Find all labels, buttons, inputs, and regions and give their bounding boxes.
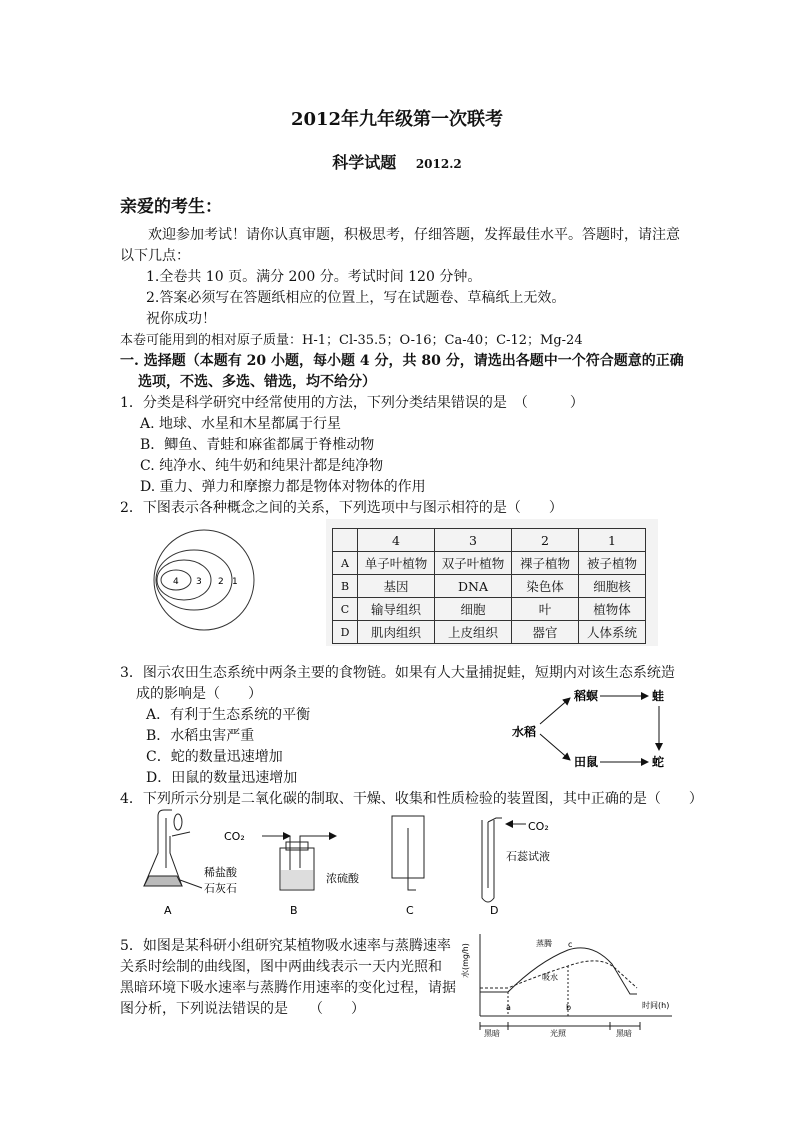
apparatus-c [392,816,424,917]
table-cell: 叶 [512,598,579,621]
option-c-label: C [406,904,414,917]
water-rate-graph [462,930,688,1038]
table-cell: 单子叶植物 [358,552,435,575]
table-cell: 人体系统 [579,621,646,644]
table-cell: 细胞核 [579,575,646,598]
litmus-label: 石蕊试液 [506,850,550,863]
circle-3 [157,560,211,600]
period-dark-2: 黑暗 [616,1029,632,1038]
circle-label-1: 1 [232,577,238,587]
arrow-rice-mouse [540,734,570,760]
snake-label: 蛇 [652,755,665,769]
table-cell: C [333,598,358,621]
point-b: b [566,1003,572,1012]
circle-label-3: 3 [196,577,202,587]
circle-1 [154,530,254,630]
locust-label: 稻螟 [574,689,599,703]
q3-option-d: D．田鼠的数量迅速增加 [146,770,298,786]
note-1: 1.全卷共 10 页。满分 200 分。考试时间 120 分钟。 [146,269,482,285]
circle-label-4: 4 [173,577,179,587]
subject-label: 科学试题 [332,153,397,172]
note-2: 2.答案必须写在答题纸相应的位置上，写在试题卷、草稿纸上无效。 [146,290,566,306]
h2so4-label: 浓硫酸 [326,872,359,885]
option-b-label: B [290,904,298,917]
co2-d-label: CO₂ [528,820,549,833]
table-cell: 植物体 [579,598,646,621]
table-cell: 4 [358,529,435,552]
circle-label-2: 2 [218,577,224,587]
period-dark-1: 黑暗 [484,1029,500,1038]
table-cell: 基因 [358,575,435,598]
transp-label: 蒸腾 [536,939,552,948]
q5-line2: 关系时绘制的曲线图，图中两曲线表示一天内光照和 [120,959,442,975]
q4-stem: 4．下列所示分别是二氧化碳的制取、干燥、收集和性质检验的装置图，其中正确的是（ ） [120,791,703,807]
co2-b-label: CO₂ [224,830,245,843]
table-cell: 双子叶植物 [435,552,512,575]
atomic-mass-note: 本卷可能用到的相对原子质量：H-1；Cl-35.5；O-16；Ca-40；C-12；Mg-24 [120,333,583,348]
concept-table [332,528,646,644]
table-cell: A [333,552,358,575]
table-cell: D [333,621,358,644]
table-cell: 1 [579,529,646,552]
mouse-label: 田鼠 [574,755,599,769]
co2-apparatus-figure [130,808,560,920]
period-light: 光照 [550,1029,566,1038]
q3-stem-line2: 成的影响是（ ） [136,686,262,702]
exam-date: 2012.2 [415,157,462,171]
table-cell [333,529,358,552]
concept-table-panel [326,519,658,646]
x-axis-label: 时间(h) [642,1001,670,1010]
q5-line3: 黑暗环境下吸水速率与蒸腾作用速率的变化过程，请据 [120,980,456,996]
option-d-label: D [490,904,499,917]
q1-stem: 1．分类是科学研究中经常使用的方法，下列分类结果错误的是 （ ） [120,395,584,411]
greeting: 亲爱的考生： [120,197,222,217]
absorption-curve [480,961,637,988]
table-row [333,552,646,575]
table-cell: 器官 [512,621,579,644]
arrow-rice-locust [540,698,570,724]
y-axis-label: 水(mg/h) [461,943,470,978]
frog-label: 蛙 [652,689,665,703]
table-cell: 3 [435,529,512,552]
table-cell: 细胞 [435,598,512,621]
q5-line4: 图分析，下列说法错误的是 （ ） [120,1001,365,1017]
exam-subtitle [0,150,794,173]
table-cell: 染色体 [512,575,579,598]
q1-option-a: A. 地球、水星和木星都属于行星 [140,416,342,432]
apparatus-d [482,818,550,917]
table-cell: 肌肉组织 [358,621,435,644]
q3-stem-line1: 3．图示农田生态系统中两条主要的食物链。如果有人大量捕捉蛙，短期内对该生态系统造 [120,665,675,681]
apparatus-a [144,810,238,917]
q2-stem: 2．下图表示各种概念之间的关系，下列选项中与图示相符的是（ ） [120,500,563,516]
point-a: a [506,1003,511,1012]
food-chain-diagram [508,684,678,776]
rice-label: 水稻 [512,725,537,739]
q3-option-c: C．蛇的数量迅速增加 [146,749,283,765]
table-row [333,621,646,644]
q1-option-d: D. 重力、弹力和摩擦力都是物体对物体的作用 [140,479,426,495]
table-cell: 裸子植物 [512,552,579,575]
point-c: c [568,940,573,949]
q1-option-c: C. 纯净水、纯牛奶和纯果汁都是纯净物 [140,458,384,474]
absorb-label: 吸水 [542,973,558,982]
intro-paragraph-line2: 以下几点： [120,248,190,264]
acid-label: 稀盐酸 [204,866,237,879]
table-cell: B [333,575,358,598]
apparatus-b [224,830,360,917]
table-header-row [333,529,646,552]
wish-text: 祝你成功！ [146,311,216,327]
table-row [333,598,646,621]
q5-line1: 5．如图是某科研小组研究某植物吸水速率与蒸腾速率 [120,938,451,954]
table-row [333,575,646,598]
table-cell: DNA [435,575,512,598]
limestone-label: 石灰石 [204,882,237,895]
table-cell: 上皮组织 [435,621,512,644]
table-cell: 被子植物 [579,552,646,575]
q1-option-b: B．鲫鱼、青蛙和麻雀都属于脊椎动物 [140,437,375,453]
intro-paragraph-line1: 欢迎参加考试！请你认真审题，积极思考，仔细答题，发挥最佳水平。答题时，请注意 [148,227,680,243]
q3-option-a: A．有利于生态系统的平衡 [146,707,311,723]
section-heading-line1: 一. 选择题（本题有 20 小题，每小题 4 分，共 80 分，请选出各题中一个符合题意的正确 [120,353,684,369]
q3-option-b: B．水稻虫害严重 [146,728,255,744]
option-a-label: A [164,904,172,917]
table-cell: 2 [512,529,579,552]
transpiration-curve [480,948,637,994]
table-cell: 输导组织 [358,598,435,621]
section-heading-line2: 选项，不选、多选、错选，均不给分） [138,374,376,390]
exam-title: 2012年九年级第一次联考 [290,109,504,130]
nested-circles-diagram [148,528,260,632]
